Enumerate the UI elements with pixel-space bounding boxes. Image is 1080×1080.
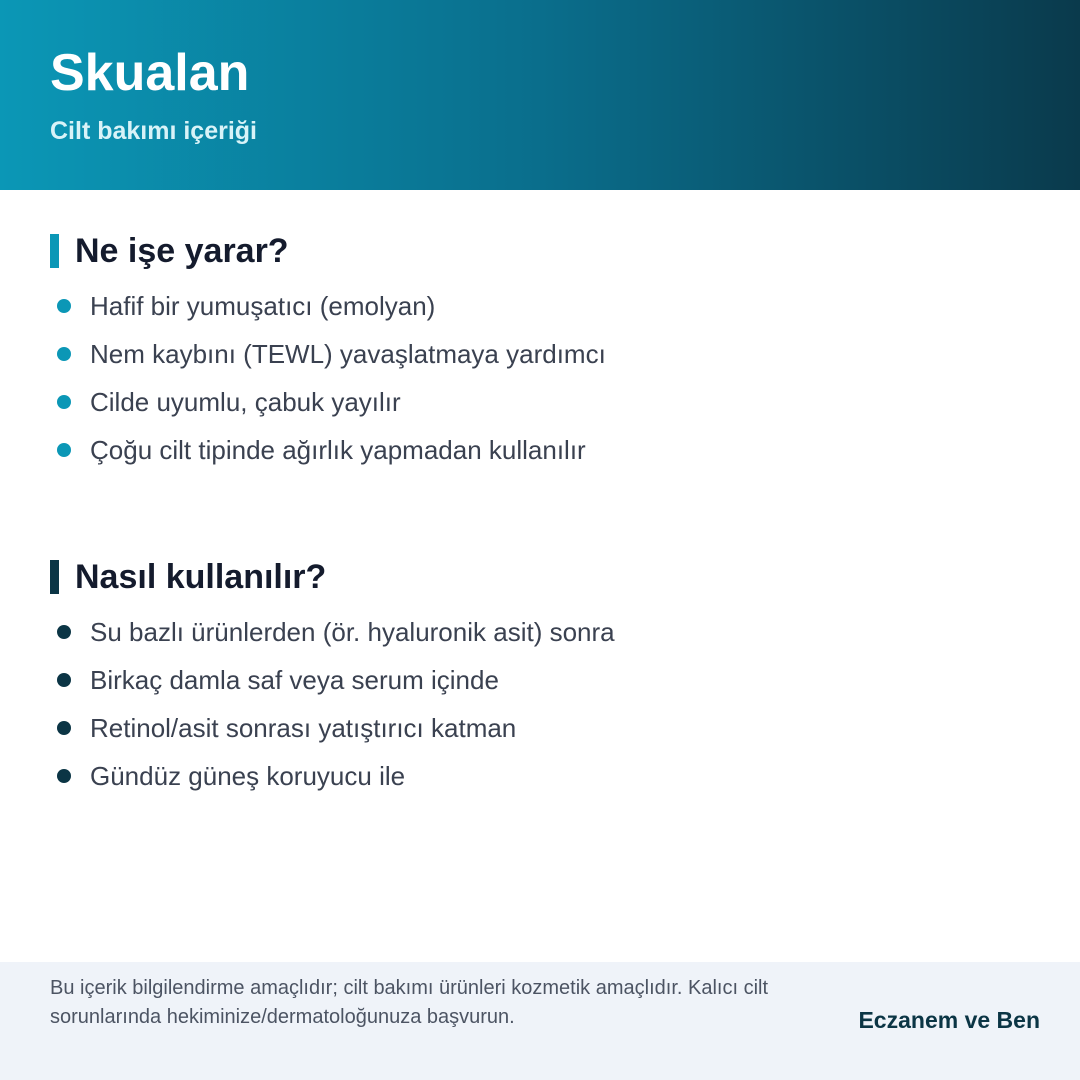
list-item-text: Hafif bir yumuşatıcı (emolyan) — [90, 291, 436, 321]
header-banner — [0, 0, 1080, 190]
section-title: Ne işe yarar? — [75, 232, 289, 270]
brand-name: Eczanem ve Ben — [858, 1007, 1040, 1033]
list-item-text: Çoğu cilt tipinde ağırlık yapmadan kullanılır — [90, 435, 586, 465]
page-title: Skualan — [50, 44, 250, 102]
bullet-dot-icon — [57, 721, 71, 735]
list-item-text: Retinol/asit sonrası yatıştırıcı katman — [90, 713, 517, 743]
bullet-dot-icon — [57, 347, 71, 361]
section-usage — [50, 554, 1030, 791]
bullet-dot-icon — [57, 395, 71, 409]
list-item-text: Birkaç damla saf veya serum içinde — [90, 665, 499, 695]
disclaimer-text: Bu içerik bilgilendirme amaçlıdır; cilt bakımı ürünleri kozmetik amaçlıdır. Kalıcı cilt sorunlarında hekiminize/dermatoloğunuza başvurun. — [50, 977, 769, 1028]
section-header — [50, 554, 1030, 600]
bullet-dot-icon — [57, 299, 71, 313]
section-header — [50, 228, 1030, 274]
list-item-text: Su bazlı ürünlerden (ör. hyaluronik asit) sonra — [90, 617, 615, 647]
list-item-text: Nem kaybını (TEWL) yavaşlatmaya yardımcı — [90, 339, 606, 369]
section-title: Nasıl kullanılır? — [75, 558, 327, 596]
bullet-dot-icon — [57, 673, 71, 687]
bullet-dot-icon — [57, 769, 71, 783]
bullet-dot-icon — [57, 443, 71, 457]
section-benefits — [50, 228, 1030, 465]
section-accent-bar — [50, 234, 59, 268]
list-item-text: Gündüz güneş koruyucu ile — [90, 761, 406, 791]
footer — [0, 962, 1080, 1080]
list-item-text: Cilde uyumlu, çabuk yayılır — [90, 387, 401, 417]
page-subtitle: Cilt bakımı içeriği — [50, 117, 258, 145]
section-accent-bar — [50, 560, 59, 594]
bullet-dot-icon — [57, 625, 71, 639]
